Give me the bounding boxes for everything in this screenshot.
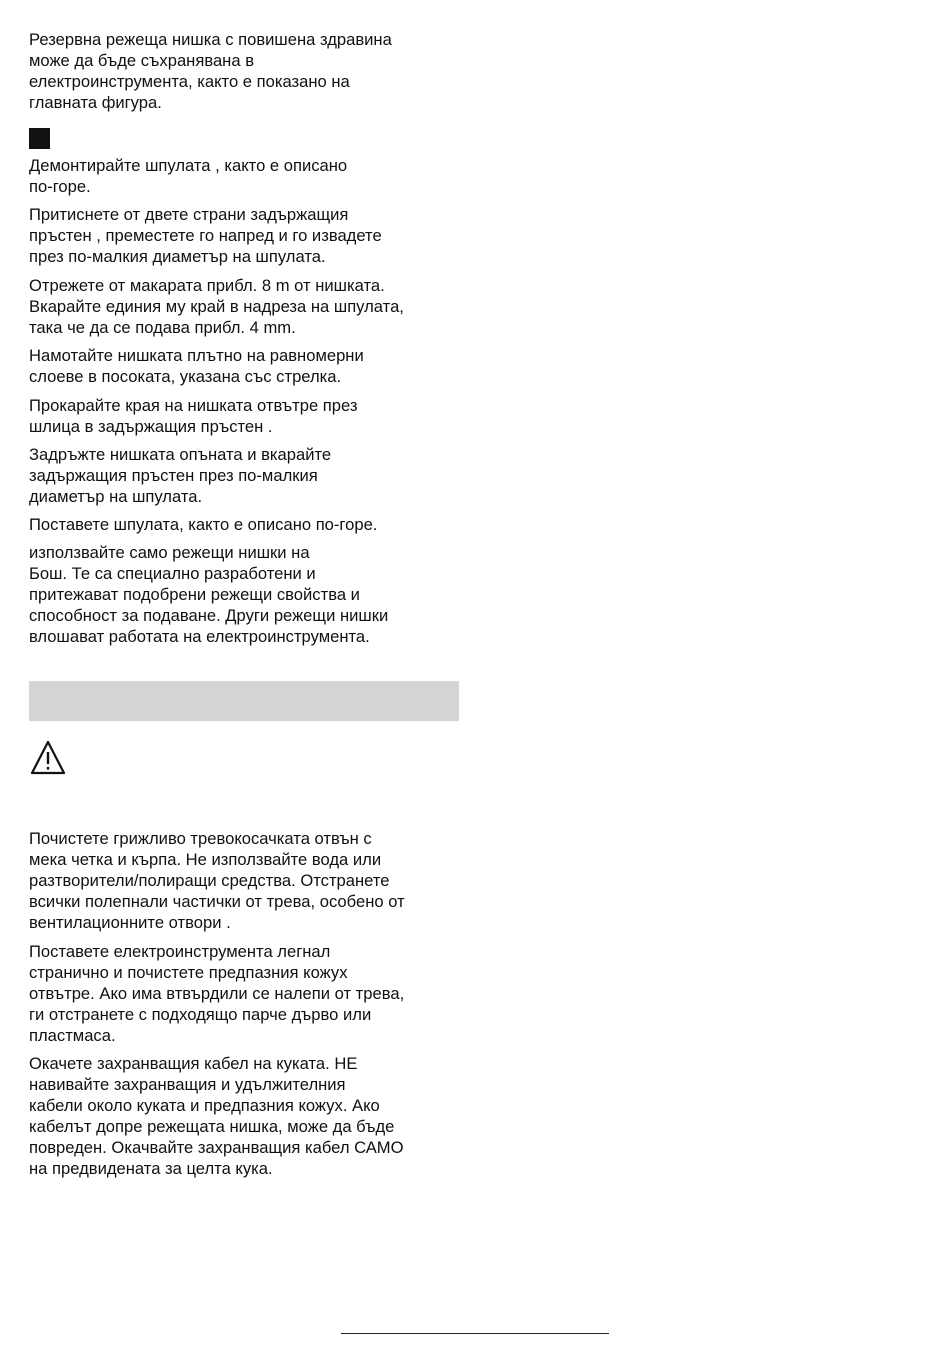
paragraph-insert-ring: Задръжте нишката опъната и вкарайте задържащия пръстен през по-малкия диаметър на шпулата. — [29, 445, 332, 506]
section-heading-bar — [29, 681, 459, 721]
paragraph-spare-line: Резервна режеща нишка с повишена здравина може да бъде съхранявана в електроинструмента, както е показано на главната фигура. — [29, 30, 392, 112]
paragraph-cable-hook: Окачете захранващия кабел на куката. НЕ навивайте захранващия и удължителния кабели около куката и предпазния кожух. Ако кабелът допре режещата нишка, може да бъде повреден. Окачвайте захранващия кабел САМО на предвидената за целта кука. — [29, 1054, 404, 1178]
paragraph-retaining-ring: Притиснете от двете страни задържащия пръстен , преместете го напред и го извадете през по-малкия диаметър на шпулата. — [29, 205, 382, 266]
black-square-icon — [29, 128, 50, 149]
paragraph-wind-line: Намотайте нишката плътно на равномерни слоеве в посоката, указана със стрелка. — [29, 346, 364, 386]
footer-rule — [341, 1333, 609, 1334]
paragraph-clean-guard: Поставете електроинструмента легнал странично и почистете предпазния кожух отвътре. Ако има втвърдили се налепи от трева, ги отстранете с подходящо парче дърво или пластмаса. — [29, 942, 405, 1045]
paragraph-refit-spool: Поставете шпулата, както е описано по-горе. — [29, 515, 378, 534]
paragraph-remove-spool: Демонтирайте шпулата , както е описано по-горе. — [29, 156, 348, 196]
paragraph-thread-end: Прокарайте края на нишката отвътре през шлица в задържащия пръстен . — [29, 396, 358, 436]
paragraph-cut-line: Отрежете от макарата прибл. 8 m от нишката. Вкарайте единия му край в надреза на шпулата, така че да се подава прибл. 4 mm. — [29, 276, 404, 337]
paragraph-bosch-line: използвайте само режещи нишки на Бош. Те са специално разработени и притежават подобрени режещи свойства и способност за подаване. Други режещи нишки влошават работата на електроинструмента. — [29, 543, 389, 646]
paragraph-clean-outside: Почистете грижливо тревокосачката отвън с мека четка и кърпа. Не използвайте вода или разтворители/полиращи средства. Отстранете всички полепнали частички от трева, особено от вентилационните отвори . — [29, 829, 405, 932]
warning-triangle-icon — [29, 739, 67, 777]
